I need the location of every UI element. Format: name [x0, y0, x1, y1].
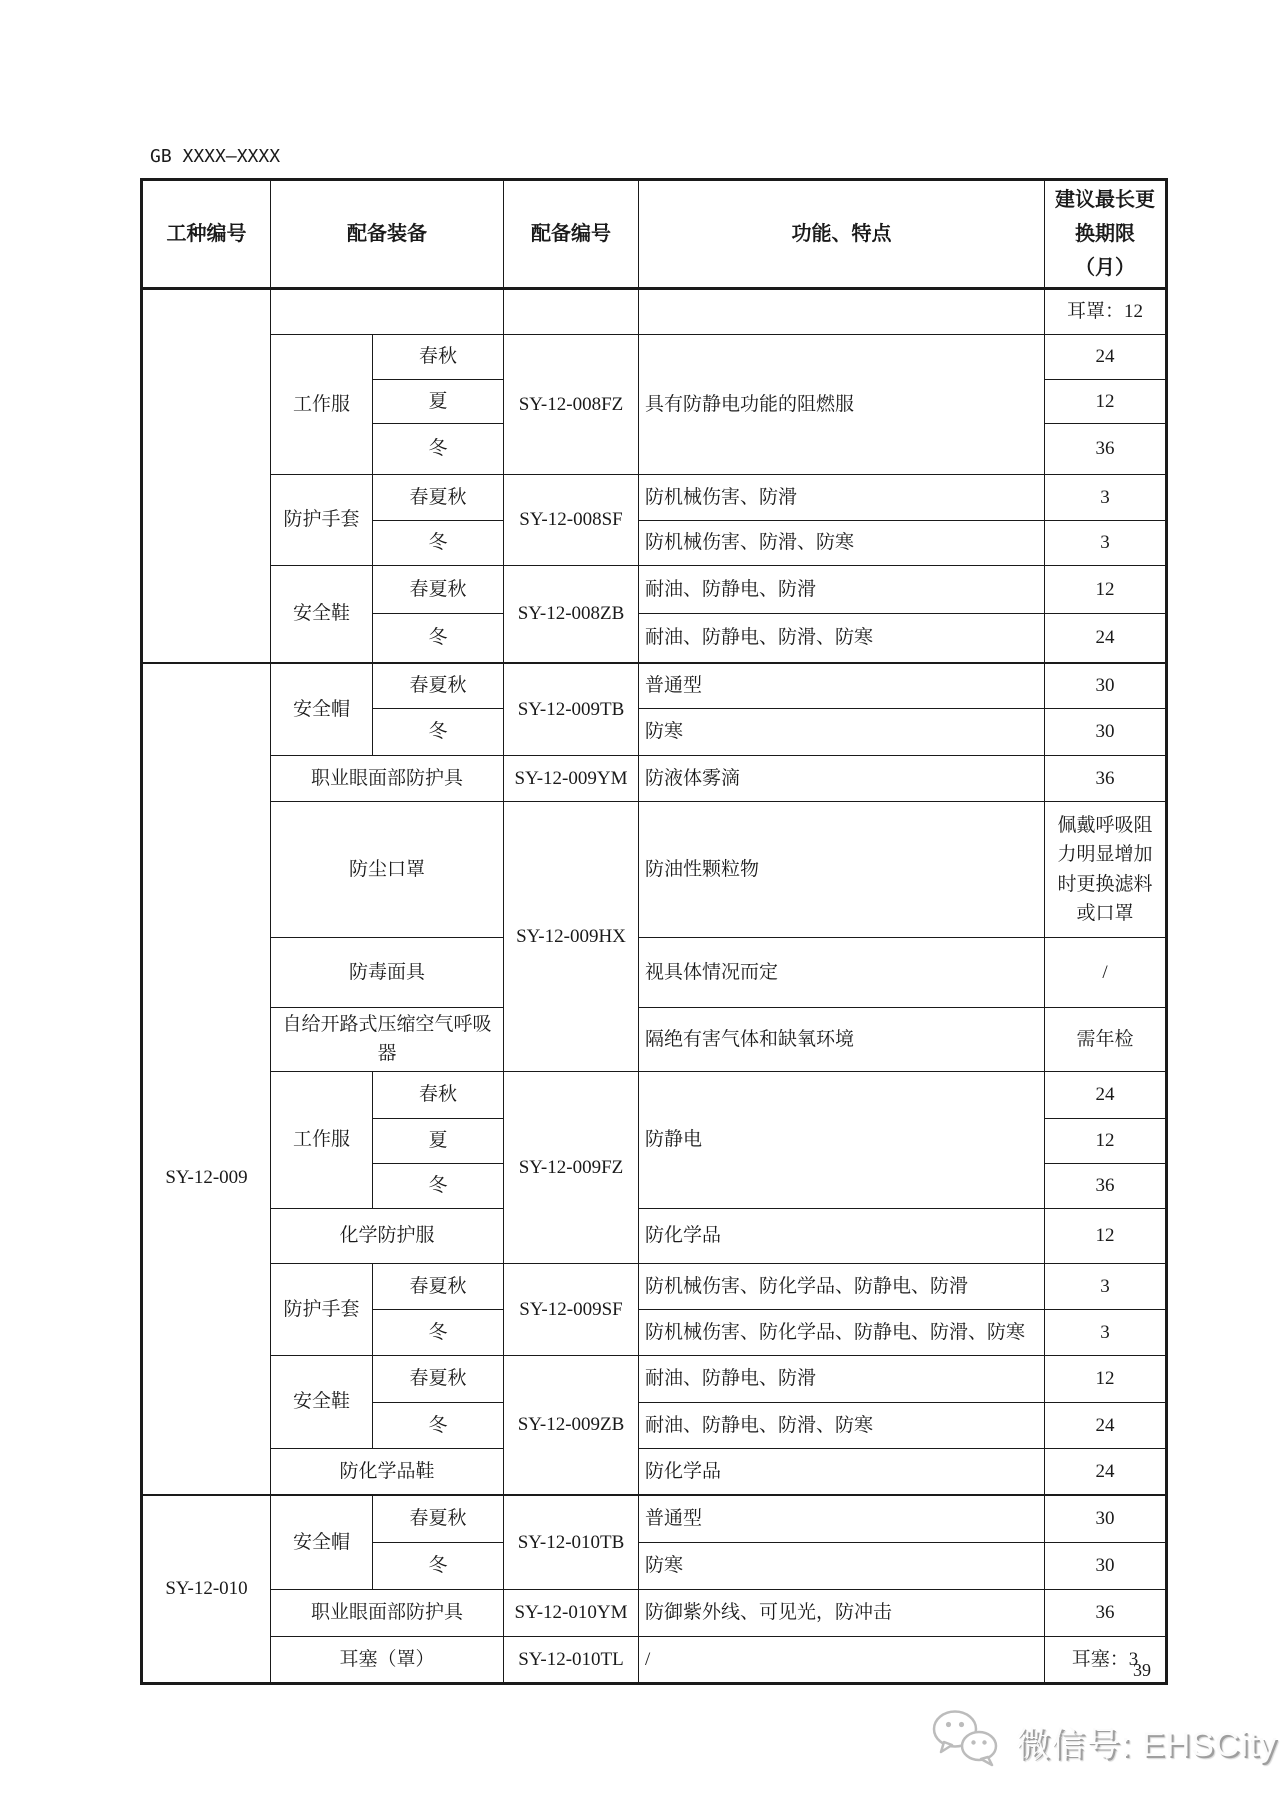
function-cell: /: [639, 1636, 1045, 1683]
season-cell: 春夏秋: [373, 566, 504, 614]
header-equipment: 配备装备: [271, 180, 504, 289]
period-cell: 36: [1045, 1163, 1167, 1208]
ppe-spec-table: [140, 178, 1168, 1685]
header-period: [1045, 180, 1167, 289]
equipment-cell: 防护手套: [271, 1263, 373, 1355]
season-cell: 冬: [373, 1402, 504, 1448]
function-cell: 防机械伤害、防滑、防寒: [639, 521, 1045, 566]
equipment-cell: [271, 289, 504, 335]
function-cell: 耐油、防静电、防滑: [639, 566, 1045, 614]
period-cell: 30: [1045, 1495, 1167, 1542]
equipment-cell: 自给开路式压缩空气呼吸器: [271, 1008, 504, 1072]
period-cell: 12: [1045, 1118, 1167, 1163]
function-cell: 隔绝有害气体和缺氧环境: [639, 1008, 1045, 1072]
period-cell: 36: [1045, 756, 1167, 802]
function-cell: 防寒: [639, 1542, 1045, 1589]
header-equip-code: 配备编号: [504, 180, 639, 289]
table-row: [142, 475, 1167, 521]
table-row: [142, 1071, 1167, 1118]
header-function: 功能、特点: [639, 180, 1045, 289]
code-cell: SY-12-009YM: [504, 756, 639, 802]
function-cell: 具有防静电功能的阻燃服: [639, 335, 1045, 475]
table-row: [142, 1636, 1167, 1683]
equipment-cell: 安全帽: [271, 663, 373, 756]
period-cell: 24: [1045, 335, 1167, 380]
season-cell: 冬: [373, 521, 504, 566]
table-row: [142, 938, 1167, 1008]
wechat-icon: [928, 1706, 1004, 1777]
period-cell: 36: [1045, 424, 1167, 475]
table-row: [142, 289, 1167, 335]
period-cell: 耳塞：3: [1045, 1636, 1167, 1683]
equipment-cell: 安全帽: [271, 1495, 373, 1589]
equipment-cell: 职业眼面部防护具: [271, 1589, 504, 1636]
job-code-cell: SY-12-010: [142, 1495, 271, 1683]
function-cell: 普通型: [639, 663, 1045, 709]
table-row: [142, 1008, 1167, 1072]
season-cell: 冬: [373, 424, 504, 475]
equipment-cell: 防尘口罩: [271, 802, 504, 938]
table-row: [142, 1263, 1167, 1309]
code-cell: SY-12-009FZ: [504, 1071, 639, 1263]
job-code-cell: SY-12-009: [142, 663, 271, 1496]
page-number: 39: [1133, 1660, 1151, 1680]
equipment-cell: 安全鞋: [271, 1355, 373, 1448]
function-cell: 防御紫外线、可见光，防冲击: [639, 1589, 1045, 1636]
job-code-cell: [142, 289, 271, 663]
code-cell: SY-12-008SF: [504, 475, 639, 566]
table-row: [142, 1448, 1167, 1495]
season-cell: 冬: [373, 709, 504, 756]
period-cell: 耳罩：12: [1045, 289, 1167, 335]
code-cell: SY-12-010YM: [504, 1589, 639, 1636]
equipment-cell: 防化学品鞋: [271, 1448, 504, 1495]
table-header-row: [142, 180, 1167, 289]
function-cell: 耐油、防静电、防滑、防寒: [639, 614, 1045, 663]
code-cell: SY-12-010TB: [504, 1495, 639, 1589]
period-cell: /: [1045, 938, 1167, 1008]
period-cell: 3: [1045, 1309, 1167, 1355]
equipment-cell: 工作服: [271, 335, 373, 475]
function-cell: 防机械伤害、防化学品、防静电、防滑: [639, 1263, 1045, 1309]
header-job-code: 工种编号: [142, 180, 271, 289]
code-cell: SY-12-010TL: [504, 1636, 639, 1683]
season-cell: 春秋: [373, 1071, 504, 1118]
period-cell: 24: [1045, 1402, 1167, 1448]
code-cell: SY-12-009HX: [504, 802, 639, 1072]
period-cell: 3: [1045, 521, 1167, 566]
header-period-line2: 换期限（月）: [1075, 223, 1135, 279]
season-cell: 春夏秋: [373, 1263, 504, 1309]
equipment-cell: 安全鞋: [271, 566, 373, 663]
wechat-id-label: 微信号: EHSCity: [1016, 1726, 1278, 1764]
season-cell: 夏: [373, 380, 504, 424]
period-cell: 3: [1045, 475, 1167, 521]
period-cell: 30: [1045, 1542, 1167, 1589]
period-cell: 30: [1045, 709, 1167, 756]
period-cell: 24: [1045, 614, 1167, 663]
period-cell: 12: [1045, 1355, 1167, 1402]
equipment-cell: 防护手套: [271, 475, 373, 566]
period-cell: 24: [1045, 1071, 1167, 1118]
period-cell: 36: [1045, 1589, 1167, 1636]
table-row: [142, 1589, 1167, 1636]
period-cell: 24: [1045, 1448, 1167, 1495]
table-row: [142, 1208, 1167, 1263]
code-cell: SY-12-009SF: [504, 1263, 639, 1355]
table-row: [142, 756, 1167, 802]
equipment-cell: 化学防护服: [271, 1208, 504, 1263]
period-cell: 需年检: [1045, 1008, 1167, 1072]
function-cell: 耐油、防静电、防滑、防寒: [639, 1402, 1045, 1448]
header-period-line1: 建议最长更: [1055, 189, 1155, 211]
doc-code: GB XXXX—XXXX: [150, 146, 281, 167]
table-row: [142, 802, 1167, 938]
function-cell: 防化学品: [639, 1448, 1045, 1495]
code-cell: SY-12-008FZ: [504, 335, 639, 475]
table-row: [142, 566, 1167, 614]
season-cell: 冬: [373, 1309, 504, 1355]
season-cell: 春秋: [373, 335, 504, 380]
equipment-cell: 耳塞（罩）: [271, 1636, 504, 1683]
function-cell: 视具体情况而定: [639, 938, 1045, 1008]
code-cell: SY-12-009TB: [504, 663, 639, 756]
equipment-cell: 职业眼面部防护具: [271, 756, 504, 802]
season-cell: 冬: [373, 614, 504, 663]
period-cell: 佩戴呼吸阻力明显增加时更换滤料或口罩: [1045, 802, 1167, 938]
season-cell: 春夏秋: [373, 475, 504, 521]
code-cell: [504, 289, 639, 335]
table-row: [142, 1355, 1167, 1402]
period-cell: 12: [1045, 380, 1167, 424]
function-cell: 防化学品: [639, 1208, 1045, 1263]
function-cell: 普通型: [639, 1495, 1045, 1542]
period-cell: 30: [1045, 663, 1167, 709]
table-row: [142, 1495, 1167, 1542]
season-cell: 冬: [373, 1163, 504, 1208]
season-cell: 冬: [373, 1542, 504, 1589]
period-cell: 12: [1045, 566, 1167, 614]
function-cell: 耐油、防静电、防滑: [639, 1355, 1045, 1402]
code-cell: SY-12-009ZB: [504, 1355, 639, 1495]
function-cell: 防机械伤害、防滑: [639, 475, 1045, 521]
function-cell: 防液体雾滴: [639, 756, 1045, 802]
season-cell: 春夏秋: [373, 663, 504, 709]
function-cell: 防油性颗粒物: [639, 802, 1045, 938]
wechat-watermark: [928, 1706, 1277, 1777]
code-cell: SY-12-008ZB: [504, 566, 639, 663]
season-cell: 夏: [373, 1118, 504, 1163]
table-row: [142, 663, 1167, 709]
function-cell: 防机械伤害、防化学品、防静电、防滑、防寒: [639, 1309, 1045, 1355]
season-cell: 春夏秋: [373, 1355, 504, 1402]
equipment-cell: 防毒面具: [271, 938, 504, 1008]
period-cell: 3: [1045, 1263, 1167, 1309]
function-cell: 防静电: [639, 1071, 1045, 1208]
table-row: [142, 335, 1167, 380]
equipment-cell: 工作服: [271, 1071, 373, 1208]
period-cell: 12: [1045, 1208, 1167, 1263]
function-cell: [639, 289, 1045, 335]
season-cell: 春夏秋: [373, 1495, 504, 1542]
function-cell: 防寒: [639, 709, 1045, 756]
